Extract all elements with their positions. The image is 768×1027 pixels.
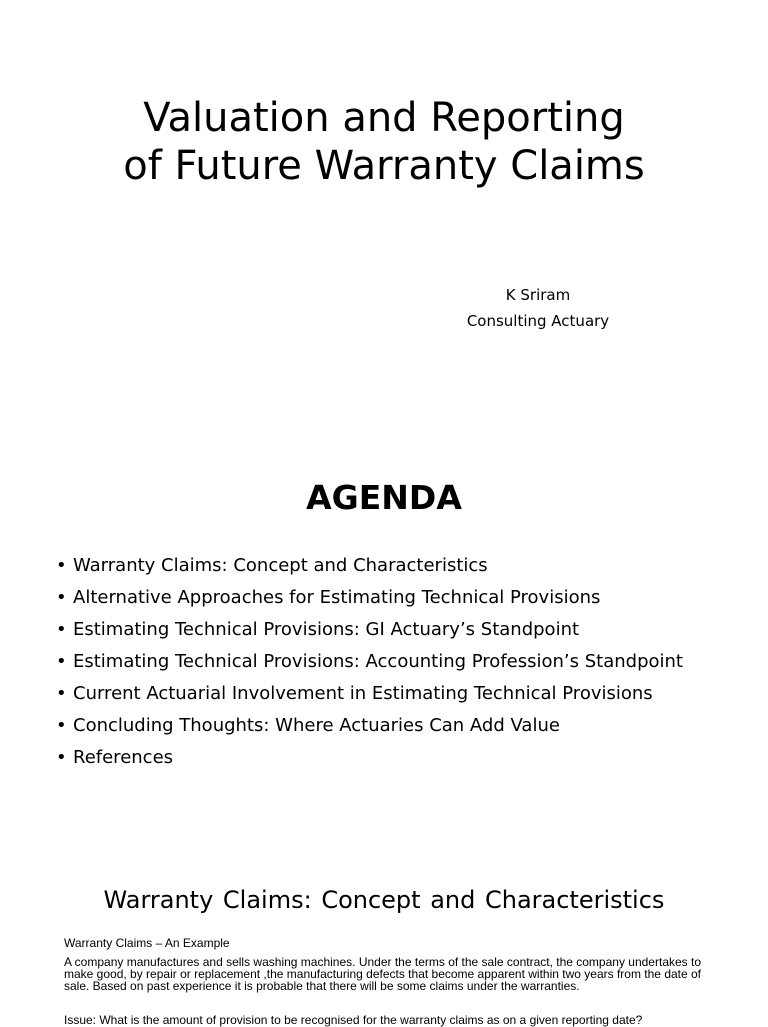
example-paragraph: A company manufactures and sells washing machines. Under the terms of the sale contract, the company undertakes to make good, by repair or replacement ,the manufacturing defects that become apparent within two years from the date of sale. Based on past experience it is probable that there will be some claims under the warranties. <box>64 955 702 993</box>
bullet-icon: • <box>56 555 67 576</box>
section-title: Warranty Claims: Concept and Characteristics <box>103 886 665 914</box>
agenda-item <box>56 550 683 582</box>
agenda-item-text: Concluding Thoughts: Where Actuaries Can Add Value <box>73 715 560 736</box>
bullet-icon: • <box>56 747 67 768</box>
agenda-item <box>56 678 683 710</box>
agenda-item <box>56 582 683 614</box>
bullet-icon: • <box>56 651 67 672</box>
bullet-icon: • <box>56 715 67 736</box>
presentation-title <box>0 94 768 190</box>
agenda-item-text: Estimating Technical Provisions: GI Actuary’s Standpoint <box>73 619 580 640</box>
title-line-2: of Future Warranty Claims <box>123 143 645 189</box>
agenda-slide <box>0 430 768 848</box>
agenda-item-text: Estimating Technical Provisions: Accounting Profession’s Standpoint <box>73 651 683 672</box>
agenda-item-text: Warranty Claims: Concept and Characteristics <box>73 555 488 576</box>
author-role: Consulting Actuary <box>466 312 610 330</box>
agenda-list <box>56 550 683 774</box>
agenda-item-text: Current Actuarial Involvement in Estimating Technical Provisions <box>73 683 653 704</box>
example-heading: Warranty Claims – An Example <box>64 936 230 950</box>
agenda-item <box>56 742 683 774</box>
agenda-item-text: Alternative Approaches for Estimating Technical Provisions <box>73 587 601 608</box>
title-slide <box>0 0 768 430</box>
agenda-item <box>56 614 683 646</box>
issue-text: Issue: What is the amount of provision to be recognised for the warranty claims as on a given reporting date? <box>64 1013 643 1027</box>
author-block <box>438 282 638 334</box>
agenda-item <box>56 646 683 678</box>
agenda-item <box>56 710 683 742</box>
concept-slide <box>0 848 768 1027</box>
bullet-icon: • <box>56 619 67 640</box>
agenda-item-text: References <box>73 747 174 768</box>
agenda-title: AGENDA <box>306 478 462 517</box>
title-line-1: Valuation and Reporting <box>143 95 625 141</box>
bullet-icon: • <box>56 587 67 608</box>
bullet-icon: • <box>56 683 67 704</box>
author-name: K Sriram <box>505 286 571 304</box>
